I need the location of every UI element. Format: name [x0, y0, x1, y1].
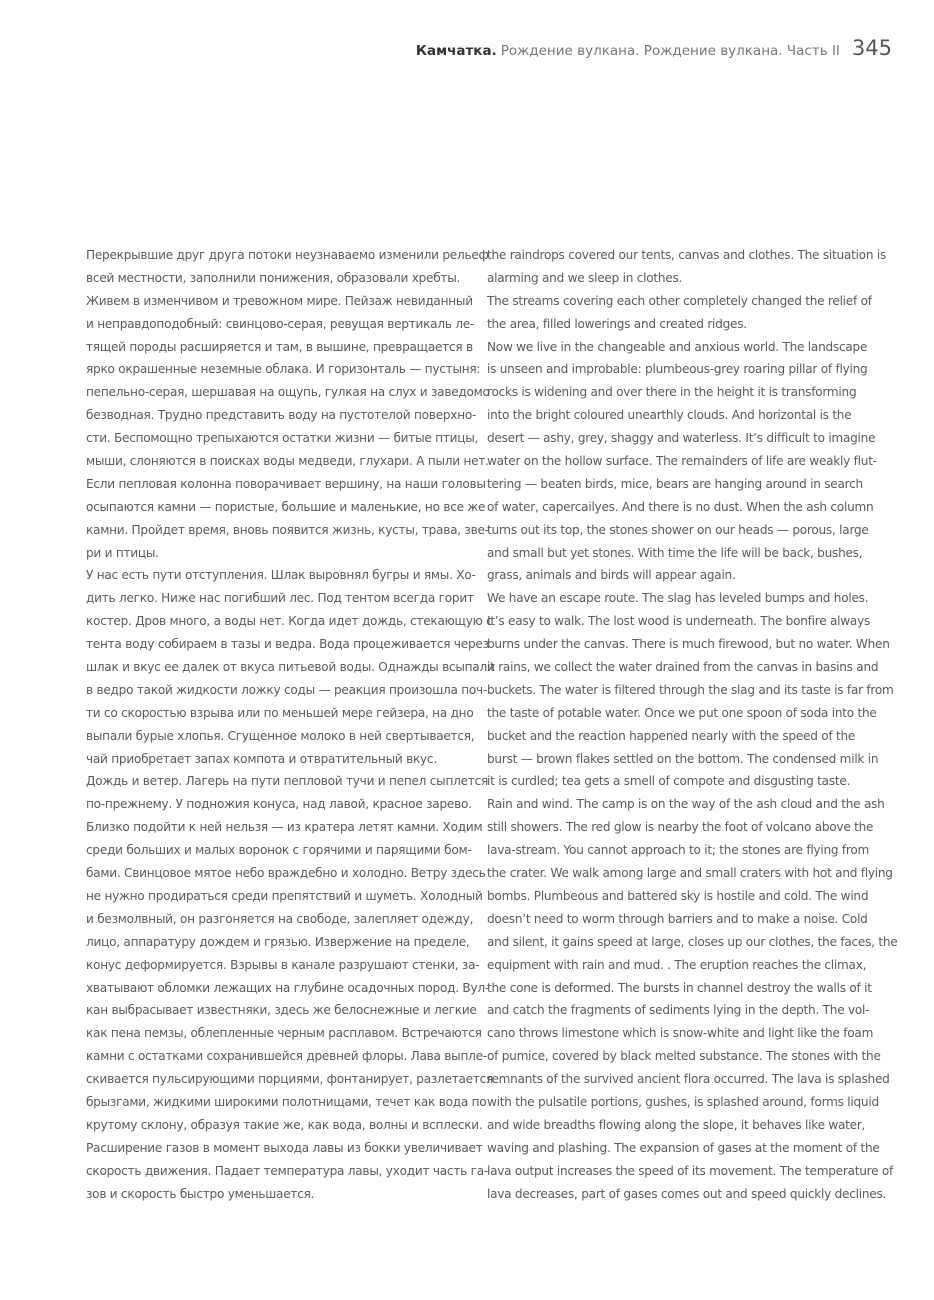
text-line: как пена пемзы, облепленные черным расплавом. Встречаются	[86, 1026, 482, 1041]
text-line: скивается пульсирующими порциями, фонтанирует, разлетается	[86, 1072, 494, 1087]
text-line: is unseen and improbable: plumbeous-grey roaring pillar of flying	[487, 362, 868, 377]
text-line: The streams covering each other completely changed the relief of	[487, 293, 872, 308]
text-line: чай приобретает запах компота и отвратительный вкус.	[86, 751, 437, 766]
paragraph	[86, 244, 489, 290]
text-line: скорость движения. Падает температура лавы, уходит часть га-	[86, 1163, 488, 1178]
text-line: Перекрывшие друг друга потоки неузнаваемо изменили рельеф	[86, 248, 489, 262]
text-line: конус деформируется. Взрывы в канале разрушают стенки, за-	[86, 957, 480, 972]
paragraph	[487, 793, 898, 1205]
text-line: of pumice, covered by black melted substance. The stones with the	[487, 1049, 881, 1064]
text-line: Если пепловая колонна поворачивает вершину, на наши головы	[86, 476, 486, 491]
text-line: У нас есть пути отступления. Шлак выровнял бугры и ямы. Хо-	[86, 568, 476, 583]
page-number: 345	[851, 36, 892, 60]
text-line: lava-stream. You cannot approach to it; the stones are flying from	[487, 843, 870, 858]
text-line: and catch the fragments of sediments lying in the depth. The vol-	[487, 1003, 870, 1018]
text-line: в ведро такой жидкости ложку соды — реакция произошла поч-	[86, 682, 488, 697]
text-line: burst — brown flakes settled on the bottom. The condensed milk in	[487, 751, 879, 766]
text-line: lava output increases the speed of its movement. The temperature of	[487, 1163, 894, 1178]
text-line: rocks is widening and over there in the height it is transforming	[487, 385, 857, 400]
text-line: ярко окрашенные неземные облака. И горизонталь — пустыня:	[86, 362, 481, 377]
text-line: осыпаются камни — пористые, большие и маленькие, но все же	[86, 499, 486, 514]
paragraph	[487, 244, 886, 290]
text-line: шлак и вкус ее далек от вкуса питьевой воды. Однажды всыпали	[86, 660, 495, 675]
text-line: the crater. We walk among large and small craters with hot and flying	[487, 866, 893, 881]
text-line: still showers. The red glow is nearby the foot of volcano above the	[487, 820, 874, 835]
text-line: камни. Пройдет время, вновь появится жизнь, кусты, трава, зве-	[86, 522, 489, 537]
text-line: alarming and we sleep in clothes.	[487, 270, 683, 285]
text-line: лицо, аппаратуру дождем и грязью. Извержение на пределе,	[86, 934, 470, 949]
text-line: the raindrops covered our tents, canvas and clothes. The situation is	[487, 248, 886, 262]
text-line: Now we live in the changeable and anxious world. The landscape	[487, 339, 868, 354]
text-line: крутому склону, образуя такие же, как вода, волны и всплески.	[86, 1117, 483, 1132]
paragraph	[487, 290, 872, 336]
text-line: We have an escape route. The slag has leveled bumps and holes.	[487, 591, 869, 606]
text-line: with the pulsatile portions, gushes, is splashed around, forms liquid	[487, 1094, 879, 1109]
text-line: ти со скоростью взрыва или по меньшей мере гейзера, на дно	[86, 705, 474, 720]
text-line: cano throws limestone which is snow-white and light like the foam	[487, 1026, 874, 1041]
text-line: бами. Свинцовое мятое небо враждебно и холодно. Ветру здесь	[86, 866, 486, 881]
text-line: сти. Беспомощно трепыхаются остатки жизни — битые птицы,	[86, 431, 479, 446]
text-line: безводная. Трудно представить воду на пустотелой поверхно-	[86, 408, 477, 423]
header-section: Камчатка.	[415, 43, 497, 59]
text-line: bucket and the reaction happened nearly with the speed of the	[487, 728, 856, 743]
text-line: и безмолвный, он разгоняется на свободе, залепляет одежду,	[86, 911, 474, 926]
text-line: по-прежнему. У подножия конуса, над лавой, красное зарево.	[86, 797, 472, 812]
text-line: remnants of the survived ancient flora occurred. The lava is splashed	[487, 1072, 890, 1087]
text-line: doesn’t need to worm through barriers and to make a noise. Cold	[487, 911, 868, 926]
text-line: не нужно продираться среди препятствий и шуметь. Холодный	[86, 888, 483, 903]
running-header	[416, 36, 892, 60]
text-line: Rain and wind. The camp is on the way of the ash cloud and the ash	[487, 797, 885, 812]
text-line: тящей породы расширяется и там, в вышине, превращается в	[86, 339, 473, 354]
text-line: lava decreases, part of gases comes out and speed quickly declines.	[487, 1186, 887, 1201]
paragraph	[86, 290, 490, 565]
text-line: the cone is deformed. The bursts in channel destroy the walls of it	[487, 980, 872, 995]
text-line: ри и птицы.	[86, 545, 159, 560]
text-line: среди больших и малых воронок с горячими и парящими бом-	[86, 843, 472, 858]
text-line: the area, filled lowerings and created ridges.	[487, 316, 747, 331]
text-line: and silent, it gains speed at large, closes up our clothes, the faces, the	[487, 934, 898, 949]
text-line: дить легко. Ниже нас погибший лес. Под тентом всегда горит	[86, 591, 474, 606]
text-line: waving and plashing. The expansion of gases at the moment of the	[487, 1140, 880, 1155]
text-line: burns under the canvas. There is much firewood, but no water. When	[487, 637, 890, 652]
text-line: тента воду собираем в тазы и ведра. Вода процеживается через	[86, 637, 489, 652]
text-line: пепельно-серая, шершавая на ощупь, гулкая на слух и заведомо	[86, 385, 490, 400]
text-line: мыши, слоняются в поисках воды медведи, глухари. А пыли нет.	[86, 454, 489, 469]
text-line: turns out its top, the stones shower on our heads — porous, large	[487, 522, 869, 537]
text-line: it rains, we collect the water drained from the canvas in basins and	[487, 660, 879, 675]
text-line: кан выбрасывает известняки, здесь же белоснежные и легкие	[86, 1003, 477, 1018]
text-line: хватывают обломки лежащих на глубине осадочных пород. Вул-	[86, 980, 489, 995]
paragraph	[86, 770, 494, 1205]
text-line: брызгами, жидкими широкими полотнищами, течет как вода по	[86, 1094, 487, 1109]
text-line: костер. Дров много, а воды нет. Когда идет дождь, стекающую с	[86, 614, 493, 629]
text-line: desert — ashy, grey, shaggy and waterless. It’s difficult to imagine	[487, 431, 876, 446]
text-line: tering — beaten birds, mice, bears are hanging around in search	[487, 476, 863, 491]
paragraph	[86, 564, 495, 770]
text-line: equipment with rain and mud. . The eruption reaches the climax,	[487, 957, 867, 972]
text-line: and wide breadths flowing along the slope, it behaves like water,	[487, 1117, 866, 1132]
text-line: Дождь и ветер. Лагерь на пути пепловой тучи и пепел сыплется	[86, 774, 489, 789]
text-line: и неправдоподобный: свинцово-серая, ревущая вертикаль ле-	[86, 316, 475, 331]
text-line: the taste of potable water. Once we put one spoon of soda into the	[487, 705, 877, 720]
text-line: water on the hollow surface. The remainders of life are weakly flut-	[487, 454, 877, 469]
text-line: Расширение газов в момент выхода лавы из бокки увеличивает	[86, 1140, 483, 1155]
text-line: buckets. The water is filtered through the slag and its taste is far from	[487, 682, 894, 697]
text-line: of water, capercailyes. And there is no dust. When the ash column	[487, 499, 874, 514]
text-line: Живем в изменчивом и тревожном мире. Пейзаж невиданный	[86, 293, 473, 308]
text-line: зов и скорость быстро уменьшается.	[86, 1186, 315, 1201]
text-line: bombs. Plumbeous and battered sky is hostile and cold. The wind	[487, 888, 869, 903]
text-line: Близко подойти к ней нельзя — из кратера летят камни. Ходим	[86, 820, 483, 835]
english-text-column	[487, 244, 898, 1205]
paragraph	[487, 336, 877, 588]
text-line: and small but yet stones. With time the life will be back, bushes,	[487, 545, 863, 560]
paragraph	[487, 587, 894, 793]
header-title: Рождение вулкана. Рождение вулкана. Часть II	[500, 43, 840, 59]
text-line: всей местности, заполнили понижения, образовали хребты.	[86, 270, 461, 285]
text-line: into the bright coloured unearthly clouds. And horizontal is the	[487, 408, 852, 423]
text-line: it is curdled; tea gets a smell of compote and disgusting taste.	[487, 774, 851, 789]
text-line: It’s easy to walk. The lost wood is underneath. The bonfire always	[487, 614, 871, 629]
text-line: камни с остатками сохранившейся древней флоры. Лава выпле-	[86, 1049, 487, 1064]
text-line: выпали бурые хлопья. Сгущенное молоко в ней свертывается,	[86, 728, 475, 743]
russian-text-column	[86, 244, 495, 1205]
text-line: grass, animals and birds will appear again.	[487, 568, 736, 583]
